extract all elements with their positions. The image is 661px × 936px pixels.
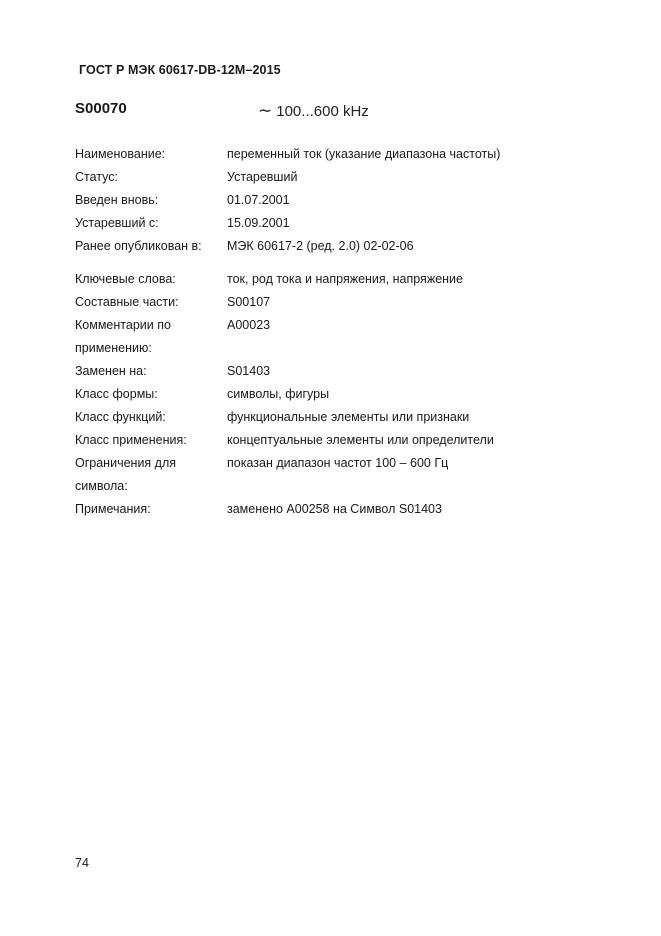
property-row (75, 314, 595, 337)
property-row (75, 475, 595, 498)
property-label: Комментарии по (75, 318, 171, 332)
property-row (75, 189, 595, 212)
property-value (227, 475, 595, 498)
property-row (75, 429, 595, 452)
property-row (75, 452, 595, 475)
property-value: переменный ток (указание диапазона частоты) (227, 147, 501, 161)
symbol-code: S00070 (75, 100, 127, 117)
property-label: Составные части: (75, 295, 179, 309)
symbol-graphic-text: 100...600 kHz (276, 103, 369, 120)
property-value: A00023 (227, 318, 271, 332)
property-label: Введен вновь: (75, 193, 159, 207)
property-row (75, 166, 595, 189)
property-label: Класс применения: (75, 433, 187, 447)
property-label: Примечания: (75, 502, 151, 516)
property-row (75, 212, 595, 235)
property-value: 01.07.2001 (227, 193, 290, 207)
property-label: Статус: (75, 170, 118, 184)
property-label: Заменен на: (75, 364, 147, 378)
property-value: S01403 (227, 364, 271, 378)
property-value: функциональные элементы или признаки (227, 410, 470, 424)
property-value: S00107 (227, 295, 271, 309)
group-spacer (75, 258, 595, 268)
property-value (227, 337, 595, 360)
property-label: символа: (75, 479, 128, 493)
property-label: Ключевые слова: (75, 272, 176, 286)
symbol-graphic (258, 101, 369, 121)
property-value: заменено A00258 на Символ S01403 (227, 502, 442, 516)
ac-tilde-icon: ∼ (258, 101, 273, 120)
property-label: Наименование: (75, 147, 166, 161)
property-row (75, 337, 595, 360)
property-value: показан диапазон частот 100 – 600 Гц (227, 456, 449, 470)
property-label: применению: (75, 341, 152, 355)
property-label: Ограничения для (75, 456, 177, 470)
property-row (75, 383, 595, 406)
property-value: Устаревший (227, 170, 298, 184)
property-row (75, 268, 595, 291)
page-number: 74 (75, 856, 89, 870)
property-value: ток, род тока и напряжения, напряжение (227, 272, 463, 286)
property-row (75, 498, 595, 521)
properties-table (75, 143, 595, 521)
property-value: символы, фигуры (227, 387, 330, 401)
property-value: концептуальные элементы или определители (227, 433, 494, 447)
property-row (75, 291, 595, 314)
property-label: Ранее опубликован в: (75, 239, 202, 253)
property-row (75, 235, 595, 258)
property-row (75, 406, 595, 429)
property-value: МЭК 60617-2 (ред. 2.0) 02-02-06 (227, 239, 414, 253)
property-label: Устаревший с: (75, 216, 159, 230)
property-row (75, 143, 595, 166)
property-value: 15.09.2001 (227, 216, 290, 230)
property-row (75, 360, 595, 383)
document-header: ГОСТ Р МЭК 60617-DB-12M–2015 (79, 63, 281, 77)
property-label: Класс функций: (75, 410, 166, 424)
property-label: Класс формы: (75, 387, 158, 401)
